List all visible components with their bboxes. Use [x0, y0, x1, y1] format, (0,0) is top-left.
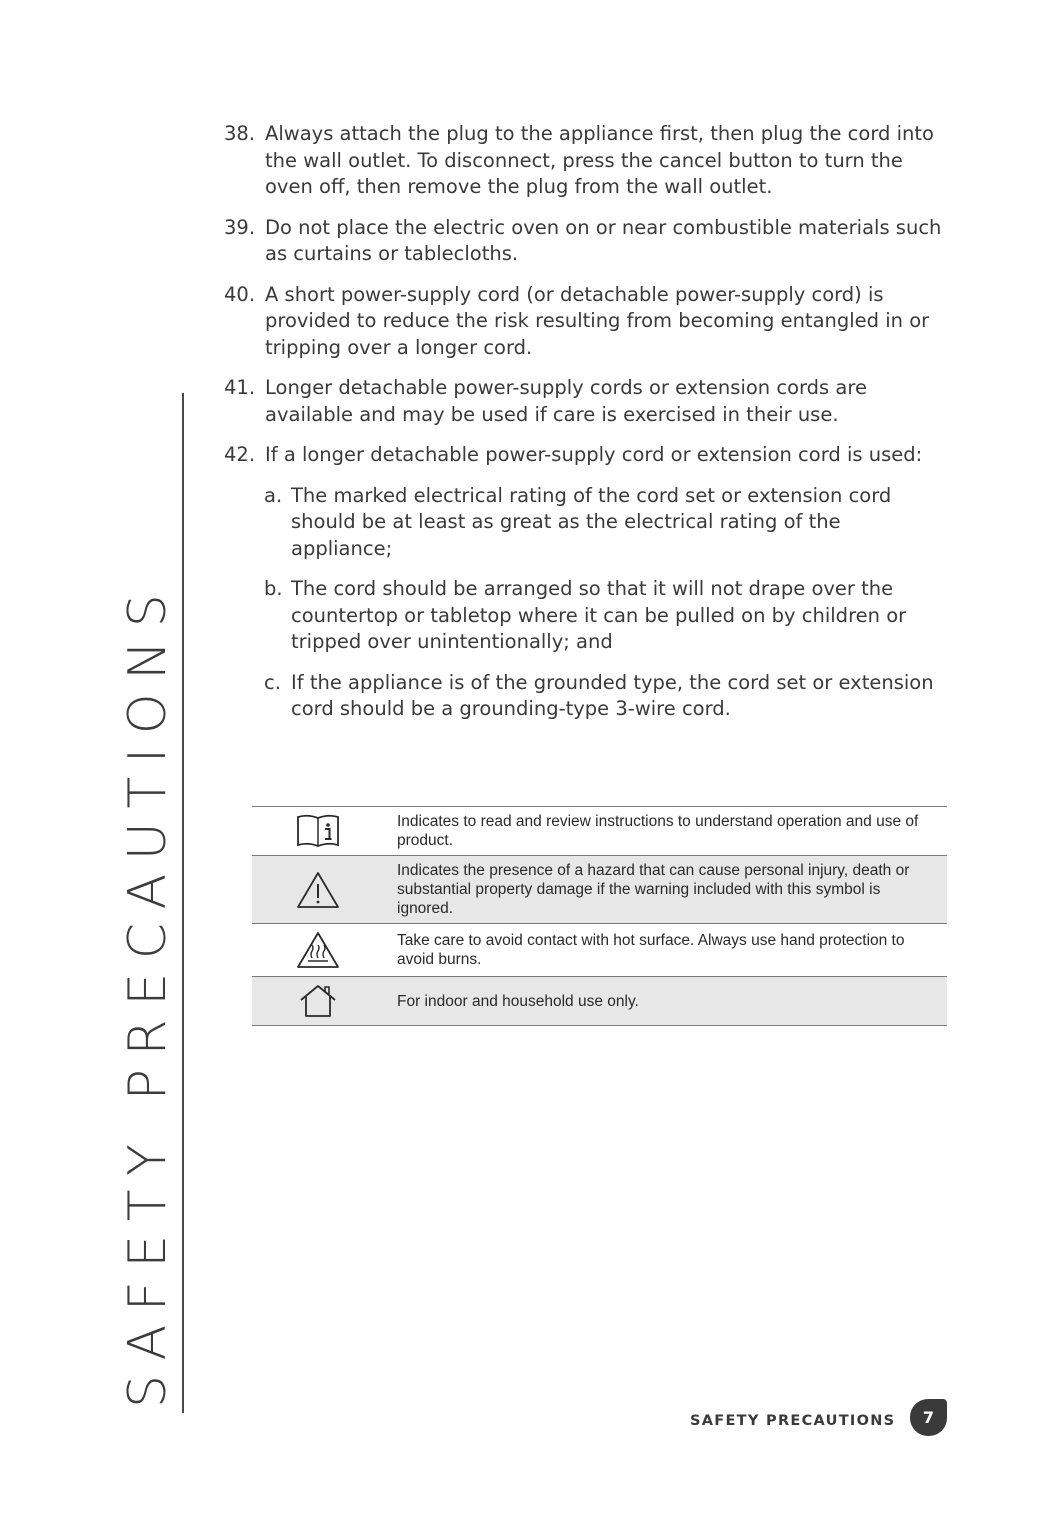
precaution-item: [224, 121, 944, 201]
symbol-description: Indicates to read and review instructions to understand operation and use of product.: [384, 807, 947, 856]
subitem-text: The cord should be arranged so that it will not drape over the countertop or tabletop where it can be pulled on by children or tripped over unintentionally; and: [291, 577, 907, 653]
item-text: If a longer detachable power-supply cord or extension cord is used:: [265, 443, 923, 466]
item-number: 38.: [224, 122, 256, 145]
symbol-icon-cell: [252, 924, 384, 977]
symbol-description: For indoor and household use only.: [384, 977, 947, 1026]
item-number: 42.: [224, 443, 256, 466]
precaution-subitem: [224, 483, 944, 563]
precaution-item: [224, 442, 944, 469]
instruction-manual-icon: [295, 813, 341, 849]
symbol-icon-cell: [252, 807, 384, 856]
vertical-divider: [182, 393, 184, 1413]
precaution-item: [224, 375, 944, 428]
item-number: 40.: [224, 282, 256, 306]
symbol-row: [252, 924, 947, 977]
symbol-row: [252, 807, 947, 856]
subitem-letter: c.: [264, 670, 281, 694]
subitem-letter: a.: [264, 483, 283, 507]
section-title-vertical: SAFETY PRECAUTIONS: [118, 580, 178, 1408]
page-number-badge: 7: [910, 1399, 947, 1436]
symbol-description: Indicates the presence of a hazard that can cause personal injury, death or substantial property damage if the warning included with this symbol is ignored.: [384, 856, 947, 924]
subitem-text: If the appliance is of the grounded type, the cord set or extension cord should be a grounding-type 3-wire cord.: [291, 670, 934, 720]
subitem-letter: b.: [264, 577, 283, 600]
symbol-legend-table: [252, 806, 947, 1026]
footer-section-label: SAFETY PRECAUTIONS: [690, 1413, 896, 1429]
item-number: 41.: [224, 376, 256, 399]
item-text: Longer detachable power-supply cords or extension cords are available and may be used if care is exercised in their use.: [265, 376, 867, 426]
precaution-item: [224, 282, 944, 362]
hot-surface-icon: [295, 930, 341, 970]
symbol-icon-cell: [252, 856, 384, 924]
subitem-text: The marked electrical rating of the cord set or extension cord should be at least as great as the electrical rating of the appliance;: [291, 483, 892, 560]
item-text: Do not place the electric oven on or near combustible materials such as curtains or tablecloths.: [265, 215, 942, 265]
house-icon: [298, 983, 338, 1019]
precautions-list: [224, 121, 944, 737]
item-number: 39.: [224, 215, 256, 239]
precaution-subitem: [224, 670, 944, 723]
symbol-row: [252, 977, 947, 1026]
symbol-row: [252, 856, 947, 924]
warning-triangle-icon: [295, 870, 341, 910]
item-text: A short power-supply cord (or detachable power-supply cord) is provided to reduce the risk resulting from becoming entangled in or tripping over a longer cord.: [265, 282, 930, 359]
precaution-subitem: [224, 576, 944, 656]
symbol-description: Take care to avoid contact with hot surface. Always use hand protection to avoid burns.: [384, 924, 947, 977]
item-text: Always attach the plug to the appliance first, then plug the cord into the wall outlet. To disconnect, press the cancel button to turn the oven off, then remove the plug from the wall outlet.: [265, 122, 934, 198]
precaution-item: [224, 215, 944, 268]
symbol-icon-cell: [252, 977, 384, 1026]
